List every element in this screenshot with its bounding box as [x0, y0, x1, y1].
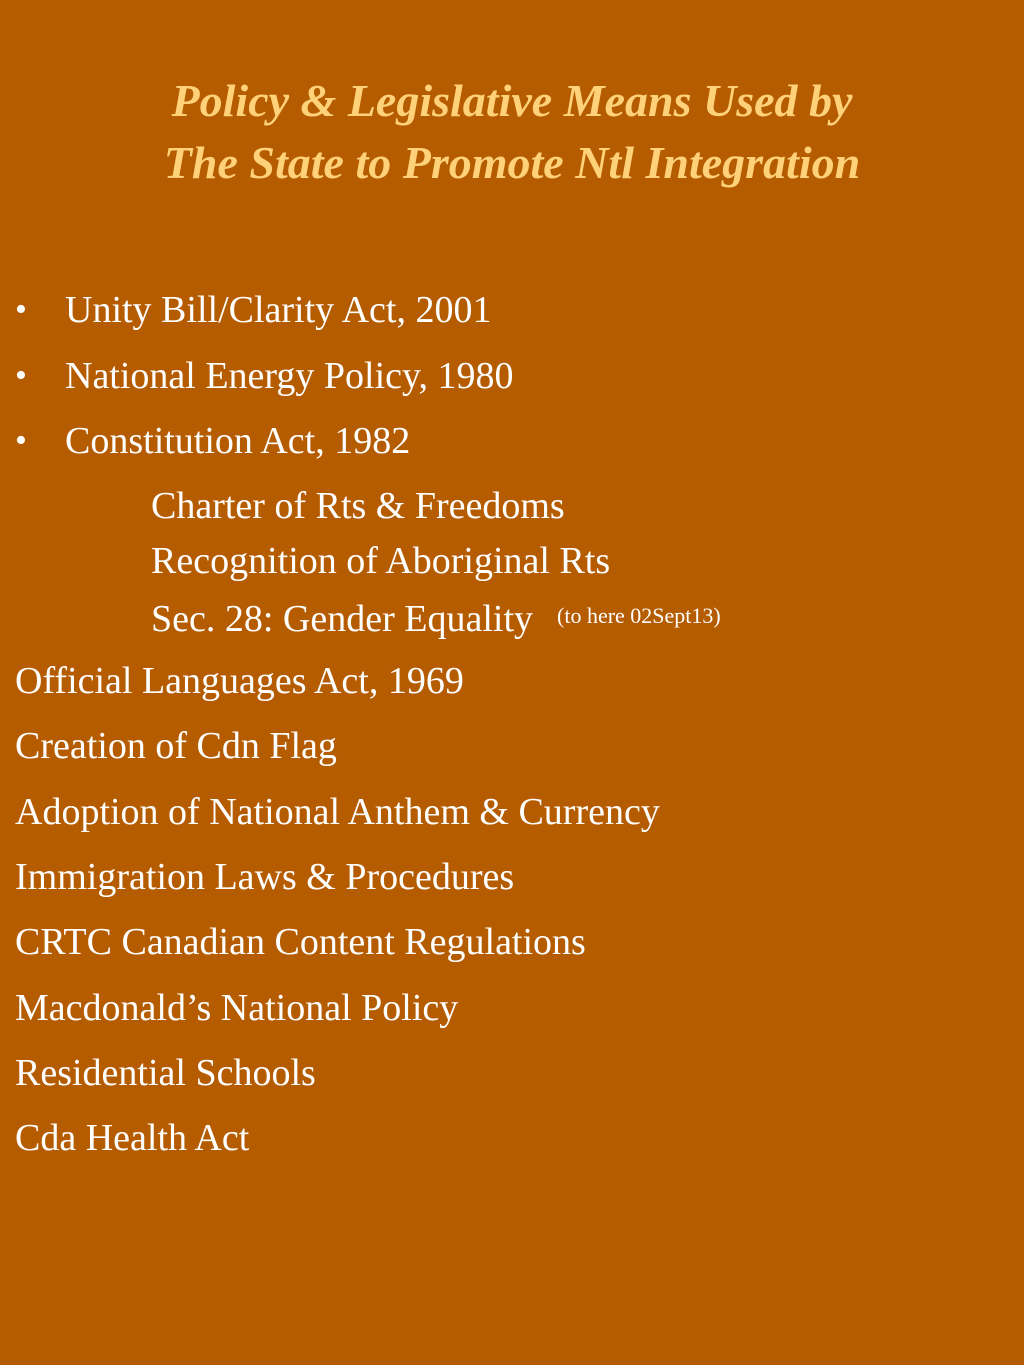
- slide-title: [0, 70, 1024, 194]
- bullet-item: Unity Bill/Clarity Act, 2001: [65, 289, 492, 331]
- sub-item: Recognition of Aboriginal Rts: [151, 540, 611, 582]
- list-item: Macdonald’s National Policy: [15, 987, 459, 1029]
- list-item: Official Languages Act, 1969: [15, 660, 464, 702]
- bullet-item: Constitution Act, 1982: [65, 420, 411, 462]
- title-line-1: Policy & Legislative Means Used by: [171, 75, 853, 126]
- list-item: Creation of Cdn Flag: [15, 725, 337, 767]
- list-item: Immigration Laws & Procedures: [15, 856, 515, 898]
- bullet-glyph: •: [15, 422, 27, 459]
- sub-item-with-note: [151, 594, 721, 641]
- bullet-glyph: •: [15, 291, 27, 328]
- list-item: Residential Schools: [15, 1052, 316, 1094]
- progress-note: (to here 02Sept13): [557, 603, 721, 628]
- bullet-item: National Energy Policy, 1980: [65, 355, 514, 397]
- sub-item: Charter of Rts & Freedoms: [151, 485, 565, 527]
- list-item: CRTC Canadian Content Regulations: [15, 921, 586, 963]
- list-item: Cda Health Act: [15, 1117, 250, 1159]
- list-item: Adoption of National Anthem & Currency: [15, 791, 660, 833]
- bullet-glyph: •: [15, 357, 27, 394]
- title-line-2: The State to Promote Ntl Integration: [163, 137, 861, 188]
- sub-item: Sec. 28: Gender Equality: [151, 598, 534, 640]
